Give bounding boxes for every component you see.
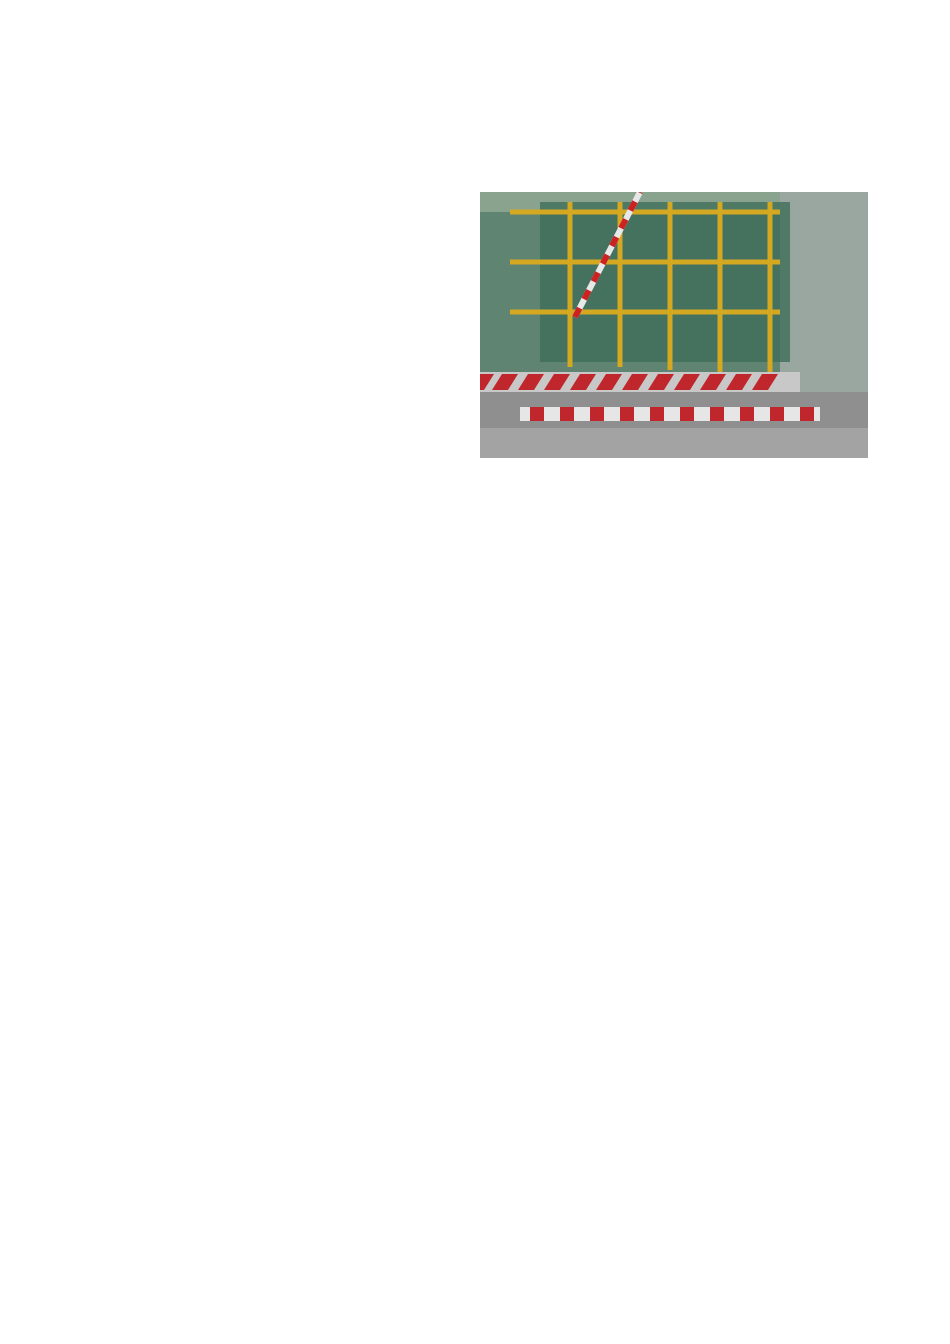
scaffolding-photo (480, 192, 868, 458)
